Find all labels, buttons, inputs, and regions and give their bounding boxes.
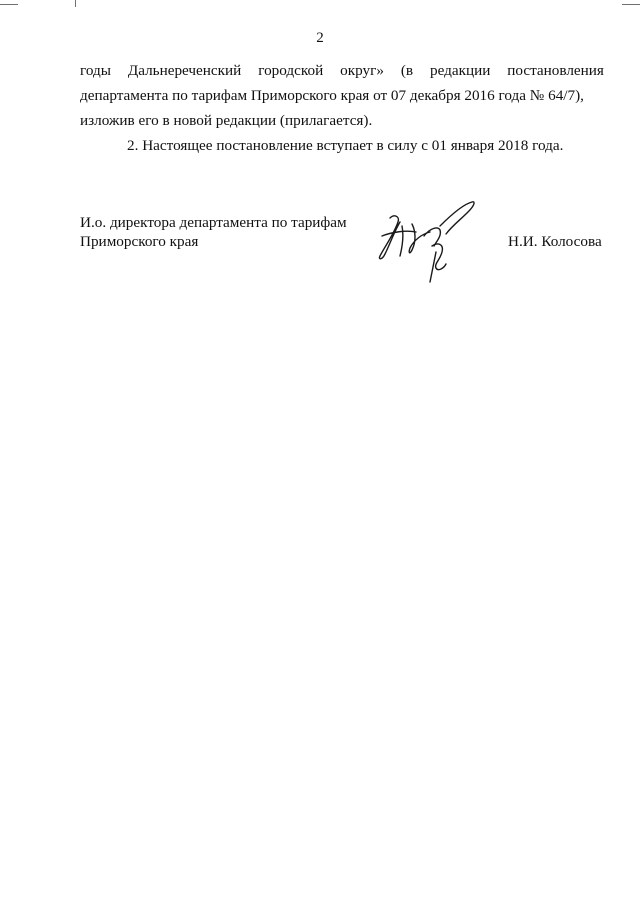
scan-edge-mark-left: [0, 4, 18, 5]
scan-edge-tick: [75, 0, 76, 7]
paragraph-continuation: [80, 58, 604, 133]
word: редакции: [429, 62, 491, 79]
word: (в: [400, 62, 414, 79]
handwritten-signature-icon: [372, 196, 482, 286]
scan-edge-mark-right: [622, 4, 640, 5]
word: Дальнереченский: [127, 62, 242, 79]
signatory-name: Н.И. Колосова: [508, 233, 602, 250]
word: округ»: [340, 62, 384, 79]
word: годы: [80, 62, 111, 79]
signatory-title-line-1: И.о. директора департамента по тарифам: [80, 214, 347, 231]
word: городской: [258, 62, 324, 79]
signatory-title: [80, 213, 347, 251]
page-number: 2: [316, 30, 324, 46]
signatory-title-line-2: Приморского края: [80, 233, 199, 250]
paragraph-effective-date: 2. Настоящее постановление вступает в силу с 01 января 2018 года.: [127, 137, 564, 154]
word: постановления: [507, 62, 604, 79]
paragraph-line-1: [80, 58, 604, 83]
paragraph-line-3: изложив его в новой редакции (прилагается).: [80, 112, 373, 129]
signature-strokes: [379, 202, 474, 282]
paragraph-line-2: департамента по тарифам Приморского края от 07 декабря 2016 года № 64/7),: [80, 87, 584, 104]
